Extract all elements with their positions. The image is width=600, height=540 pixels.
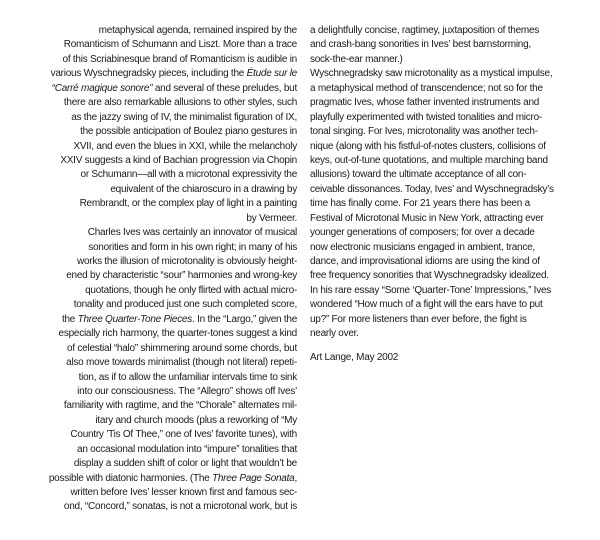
text-segment: familiarity with ragtime, and the “Chorale” alternates mil- — [63, 400, 297, 412]
text-segment: of celestial “halo” shimmering around some chords, but — [67, 342, 297, 354]
text-segment: as the jazzy swing of IV, the minimalist figuration of IX, — [71, 111, 297, 123]
text-line — [310, 53, 554, 67]
text-line — [49, 428, 297, 442]
text-segment: the possible anticipation of Boulez piano gestures in — [80, 126, 297, 138]
text-line — [49, 443, 297, 457]
text-line — [310, 38, 554, 52]
text-segment: In his rare essay “Some ‘Quarter-Tone’ Impressions,” Ives — [310, 284, 552, 296]
text-segment: Romanticism of Schumann and Liszt. More than a trace — [63, 39, 297, 51]
text-segment: especially rich harmony, the quarter-tones suggest a kind — [58, 328, 297, 340]
text-line — [49, 313, 297, 327]
text-line — [49, 38, 297, 52]
text-segment: works the illusion of microtonality is obviously height- — [77, 256, 297, 267]
left-text-column — [49, 24, 297, 515]
text-segment: the — [61, 313, 78, 325]
text-line — [49, 457, 297, 471]
text-segment: XXIV suggests a kind of Bachian progression via Chopin — [60, 154, 297, 166]
text-line — [49, 269, 297, 283]
text-line — [310, 67, 554, 81]
italic-text-segment: Three Quarter-Tone Pieces — [77, 313, 193, 325]
text-segment: pragmatic Ives, whose father invented instruments and — [310, 97, 540, 109]
text-segment: , — [294, 472, 297, 484]
text-segment: keys, out-of-tune quotations, and multiple marching band — [310, 154, 548, 166]
text-segment: written before Ives’ lesser known first and famous sec- — [70, 487, 297, 498]
text-segment: wondered “How much of a fight will the ears have to put — [310, 299, 543, 311]
text-segment: Wyschnegradsky saw microtonality as a mystical impulse, — [310, 68, 553, 80]
text-segment: tonality and produced just one such completed score, — [73, 299, 297, 311]
text-segment: Festival of Microtonal Music in New York, attracting ever — [310, 212, 544, 224]
text-segment: sonorities and form in his own right; in many of his — [88, 241, 297, 253]
text-segment: and several of these preludes, but — [152, 82, 297, 94]
text-line — [49, 284, 297, 298]
text-segment: Rembrandt, or the complex play of light in a painting — [79, 198, 297, 210]
text-segment: allusions) toward the ultimate acceptance of all con- — [310, 169, 527, 181]
text-line — [49, 212, 297, 226]
text-line — [310, 313, 554, 327]
text-line — [49, 500, 297, 514]
text-segment: Country ’Tis Of Thee,” one of Ives’ favorite tunes), with — [70, 429, 297, 441]
text-line — [49, 111, 297, 125]
text-line — [49, 486, 297, 500]
text-segment: XVII, and even the blues in XXI, while the melancholy — [73, 140, 297, 152]
text-segment: or Schumann—all with a microtonal expressivity the — [80, 169, 297, 181]
text-line — [49, 96, 297, 110]
text-segment: nique (along with his fistful-of-notes clusters, collisions of — [310, 140, 546, 152]
text-segment: a delightfully concise, ragtimey, juxtaposition of themes — [310, 25, 540, 36]
text-segment: equivalent of the chiaroscuro in a drawing by — [110, 183, 297, 195]
text-line — [49, 67, 297, 81]
text-segment: an occasional modulation into “impure” tonalities that — [77, 443, 297, 455]
text-segment: metaphysical agenda, remained inspired by the — [98, 25, 297, 36]
text-line — [310, 154, 554, 168]
text-line — [310, 255, 554, 269]
text-line — [49, 140, 297, 154]
text-segment: sock-the-ear manner.) — [310, 53, 403, 65]
text-segment: tonal singing. For Ives, microtonality was another tech- — [310, 126, 538, 138]
italic-text-segment: “Carré magique sonore” — [51, 82, 153, 94]
text-line — [310, 125, 554, 139]
text-line — [310, 24, 554, 38]
text-segment: quotations, though he only flirted with actual micro- — [85, 284, 297, 296]
text-segment: time has finally come. For 21 years there has been a — [310, 198, 530, 210]
text-line — [49, 226, 297, 240]
text-line — [310, 212, 554, 226]
text-line — [49, 399, 297, 413]
text-line — [49, 255, 297, 269]
text-segment: free frequency sonorities that Wyschnegradsky idealized. — [310, 270, 549, 282]
text-line — [49, 356, 297, 370]
text-line — [49, 168, 297, 182]
text-segment: playfully experimented with twisted tonalities and micro- — [310, 111, 542, 123]
text-line — [49, 53, 297, 67]
text-segment: various Wyschnegradsky pieces, including the — [50, 68, 247, 80]
text-segment: itary and church moods (plus a reworking of “My — [95, 414, 297, 426]
text-segment: of this Scriabinesque brand of Romanticism is audible in — [62, 53, 297, 65]
text-line — [310, 327, 554, 341]
text-line — [49, 24, 297, 38]
text-line — [49, 125, 297, 139]
text-segment: and crash-bang sonorities in Ives’ best barnstorming, — [310, 39, 531, 51]
text-line — [49, 241, 297, 255]
text-segment: now electronic musicians engaged in ambient, trance, — [310, 241, 535, 253]
text-segment: ened by characteristic “sour” harmonies and wrong-key — [66, 270, 297, 282]
text-line — [49, 183, 297, 197]
text-line — [310, 96, 554, 110]
text-segment: . In the “Largo,” given the — [192, 313, 297, 325]
text-line — [310, 284, 554, 298]
text-segment: up?” For more listeners than ever before, the fight is — [310, 313, 527, 325]
text-line — [49, 342, 297, 356]
text-segment: a metaphysical method of transcendence; not so for the — [310, 82, 543, 94]
text-line — [310, 226, 554, 240]
text-line — [310, 298, 554, 312]
text-line — [310, 241, 554, 255]
author-date-line: Art Lange, May 2002 — [310, 352, 399, 363]
text-segment: Charles Ives was certainly an innovator of musical — [87, 227, 297, 239]
text-line — [310, 140, 554, 154]
text-line — [310, 111, 554, 125]
text-line — [49, 414, 297, 428]
text-segment: possible with diatonic harmonies. (The — [48, 472, 212, 484]
text-line — [310, 183, 554, 197]
text-line — [310, 197, 554, 211]
text-line — [49, 371, 297, 385]
text-segment: younger generations of composers; for over a decade — [310, 227, 535, 239]
text-line — [49, 385, 297, 399]
text-line — [49, 472, 297, 486]
text-line — [49, 327, 297, 341]
text-segment: dance, and improvisational idioms are using the kind of — [310, 256, 540, 267]
right-text-column — [310, 24, 554, 342]
text-line — [49, 82, 297, 96]
italic-text-segment: Three Page Sonata — [211, 472, 295, 484]
text-segment: into our consciousness. The “Allegro” shows off Ives’ — [77, 385, 297, 397]
text-line — [310, 269, 554, 283]
text-segment: tion, as if to allow the unfamiliar intervals time to sink — [78, 371, 297, 383]
text-line — [310, 82, 554, 96]
italic-text-segment: Étude sur le — [246, 68, 297, 80]
text-segment: by Vermeer. — [246, 212, 297, 224]
text-line — [310, 168, 554, 182]
text-line — [49, 197, 297, 211]
text-segment: nearly over. — [310, 328, 359, 340]
text-line — [49, 154, 297, 168]
text-segment: ceivable dissonances. Today, Ives’ and Wyschnegradsky’s — [310, 183, 554, 195]
text-segment: also move towards minimalist (though not literal) repeti- — [66, 357, 297, 369]
text-segment: ond, “Concord,” sonatas, is not a microtonal work, but is — [63, 501, 297, 513]
text-line — [49, 298, 297, 312]
text-segment: there are also remarkable allusions to other styles, such — [63, 97, 297, 109]
text-segment: display a sudden shift of color or light that wouldn’t be — [73, 458, 297, 470]
